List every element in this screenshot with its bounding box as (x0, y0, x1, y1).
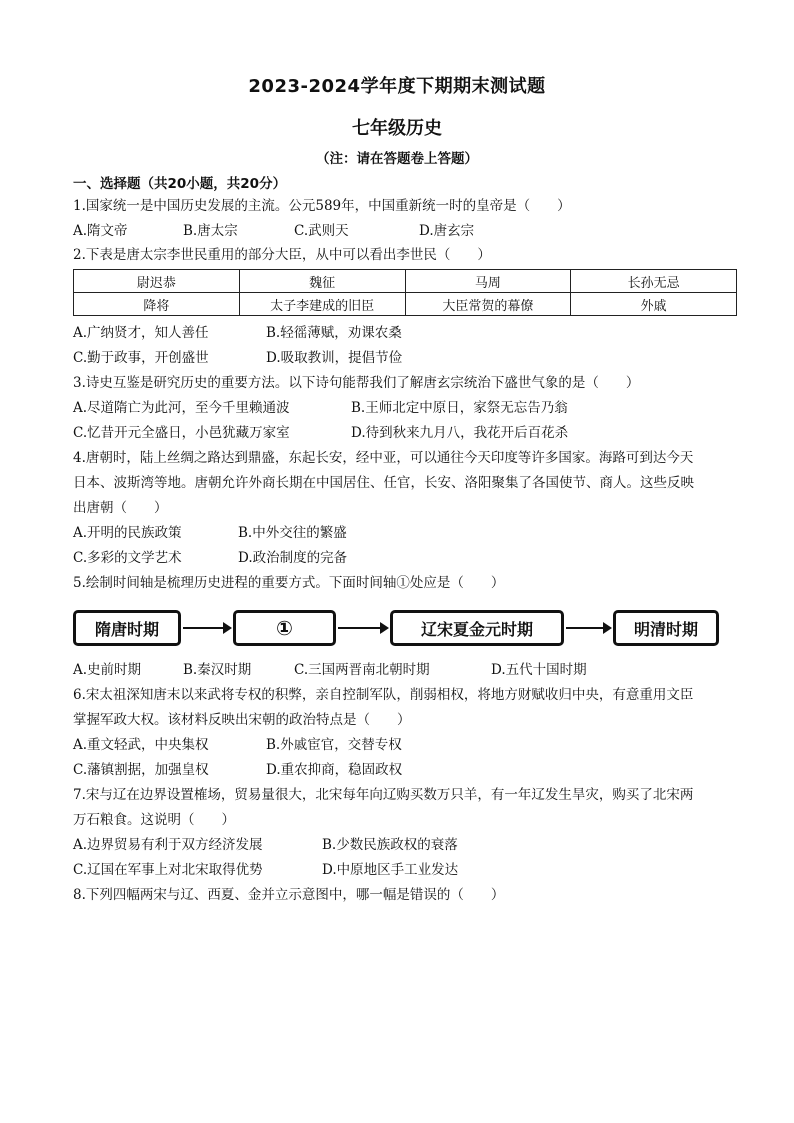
question-4-option-b: B.中外交往的繁盛 (238, 525, 347, 541)
question-4-option-a: A.开明的民族政策 (73, 525, 182, 541)
question-1-stem: 1.国家统一是中国历史发展的主流。公元589年，中国重新统一时的皇帝是（ ） (73, 198, 571, 214)
question-5-option-c: C.三国两晋南北朝时期 (294, 662, 430, 678)
question-1-option-b: B.唐太宗 (183, 223, 238, 239)
question-2-option-a: A.广纳贤才，知人善任 (73, 325, 209, 341)
question-5-option-a: A.史前时期 (73, 662, 142, 678)
table-row (74, 270, 737, 293)
exam-subtitle: 七年级历史 (352, 118, 442, 139)
question-6-stem-line: 6.宋太祖深知唐末以来武将专权的积弊，亲自控制军队，削弱相权，将地方财赋收归中央，有意重用文臣 (73, 687, 694, 703)
question-3-option-c: C.忆昔开元全盛日，小邑犹藏万家室 (73, 425, 290, 441)
question-8-stem: 8.下列四幅两宋与辽、西夏、金并立示意图中，哪一幅是错误的（ ） (73, 887, 505, 903)
question-2-option-c: C.勤于政事，开创盛世 (73, 350, 209, 366)
arrow-right-icon (336, 619, 390, 637)
question-2-option-d: D.吸取教训，提倡节俭 (266, 350, 403, 366)
exam-title: 2023-2024学年度下期期末测试题 (248, 76, 546, 97)
question-4-option-d: D.政治制度的完备 (238, 550, 348, 566)
timeline-box-blank: ① (233, 610, 336, 646)
question-7-option-c: C.辽国在军事上对北宋取得优势 (73, 862, 263, 878)
question-7-stem-line: 万石粮食。这说明（ ） (73, 812, 235, 828)
question-3-option-d: D.待到秋来九月八，我花开后百花杀 (351, 425, 569, 441)
question-5-option-d: D.五代十国时期 (491, 662, 587, 678)
question-6-option-b: B.外戚宦官，交替专权 (266, 737, 402, 753)
table-cell: 尉迟恭 (74, 270, 240, 293)
question-5-option-b: B.秦汉时期 (183, 662, 252, 678)
question-4-stem-line: 出唐朝（ ） (73, 500, 168, 516)
timeline-box-liao-song: 辽宋夏金元时期 (390, 610, 564, 646)
question-2-stem: 2.下表是唐太宗李世民重用的部分大臣，从中可以看出李世民（ ） (73, 247, 491, 263)
question-1-option-c: C.武则天 (294, 223, 349, 239)
question-5-stem: 5.绘制时间轴是梳理历史进程的重要方式。下面时间轴①处应是（ ） (73, 575, 505, 591)
question-7-stem-line: 7.宋与辽在边界设置榷场，贸易量很大，北宋每年向辽购买数万只羊，有一年辽发生旱灾，购买了北宋两 (73, 787, 694, 803)
question-3-option-a: A.尽道隋亡为此河，至今千里赖通波 (73, 400, 290, 416)
table-cell: 外戚 (571, 293, 737, 316)
exam-note: （注：请在答题卷上答题） (316, 151, 478, 167)
question-7-option-b: B.少数民族政权的衰落 (322, 837, 458, 853)
question-1-option-a: A.隋文帝 (73, 223, 128, 239)
question-6-option-a: A.重文轻武，中央集权 (73, 737, 209, 753)
question-1-option-d: D.唐玄宗 (419, 223, 475, 239)
table-row (74, 293, 737, 316)
minister-table (73, 269, 737, 316)
question-2-option-b: B.轻徭薄赋，劝课农桑 (266, 325, 402, 341)
question-6-option-c: C.藩镇割据，加强皇权 (73, 762, 209, 778)
table-cell: 大臣常贺的幕僚 (405, 293, 571, 316)
section-heading: 一、选择题（共20小题，共20分） (73, 176, 287, 192)
timeline-box-sui-tang: 隋唐时期 (73, 610, 181, 646)
question-6-stem-line: 掌握军政大权。该材料反映出宋朝的政治特点是（ ） (73, 712, 411, 728)
question-3-stem: 3.诗史互鉴是研究历史的重要方法。以下诗句能帮我们了解唐玄宗统治下盛世气象的是（ ） (73, 375, 640, 391)
question-7-option-a: A.边界贸易有利于双方经济发展 (73, 837, 263, 853)
question-6-option-d: D.重农抑商，稳固政权 (266, 762, 403, 778)
table-cell: 长孙无忌 (571, 270, 737, 293)
arrow-right-icon (564, 619, 613, 637)
question-4-stem-line: 4.唐朝时，陆上丝绸之路达到鼎盛，东起长安，经中亚，可以通往今天印度等许多国家。海路可到达今天 (73, 450, 694, 466)
timeline-box-ming-qing: 明清时期 (613, 610, 719, 646)
question-3-option-b: B.王师北定中原日，家祭无忘告乃翁 (351, 400, 568, 416)
question-7-option-d: D.中原地区手工业发达 (322, 862, 459, 878)
table-cell: 魏征 (239, 270, 405, 293)
question-4-stem-line: 日本、波斯湾等地。唐朝允许外商长期在中国居住、任官，长安、洛阳聚集了各国使节、商人。这些反映 (73, 475, 694, 491)
table-cell: 太子李建成的旧臣 (239, 293, 405, 316)
table-cell: 马周 (405, 270, 571, 293)
arrow-right-icon (181, 619, 233, 637)
table-cell: 降将 (74, 293, 240, 316)
question-4-option-c: C.多彩的文学艺术 (73, 550, 182, 566)
